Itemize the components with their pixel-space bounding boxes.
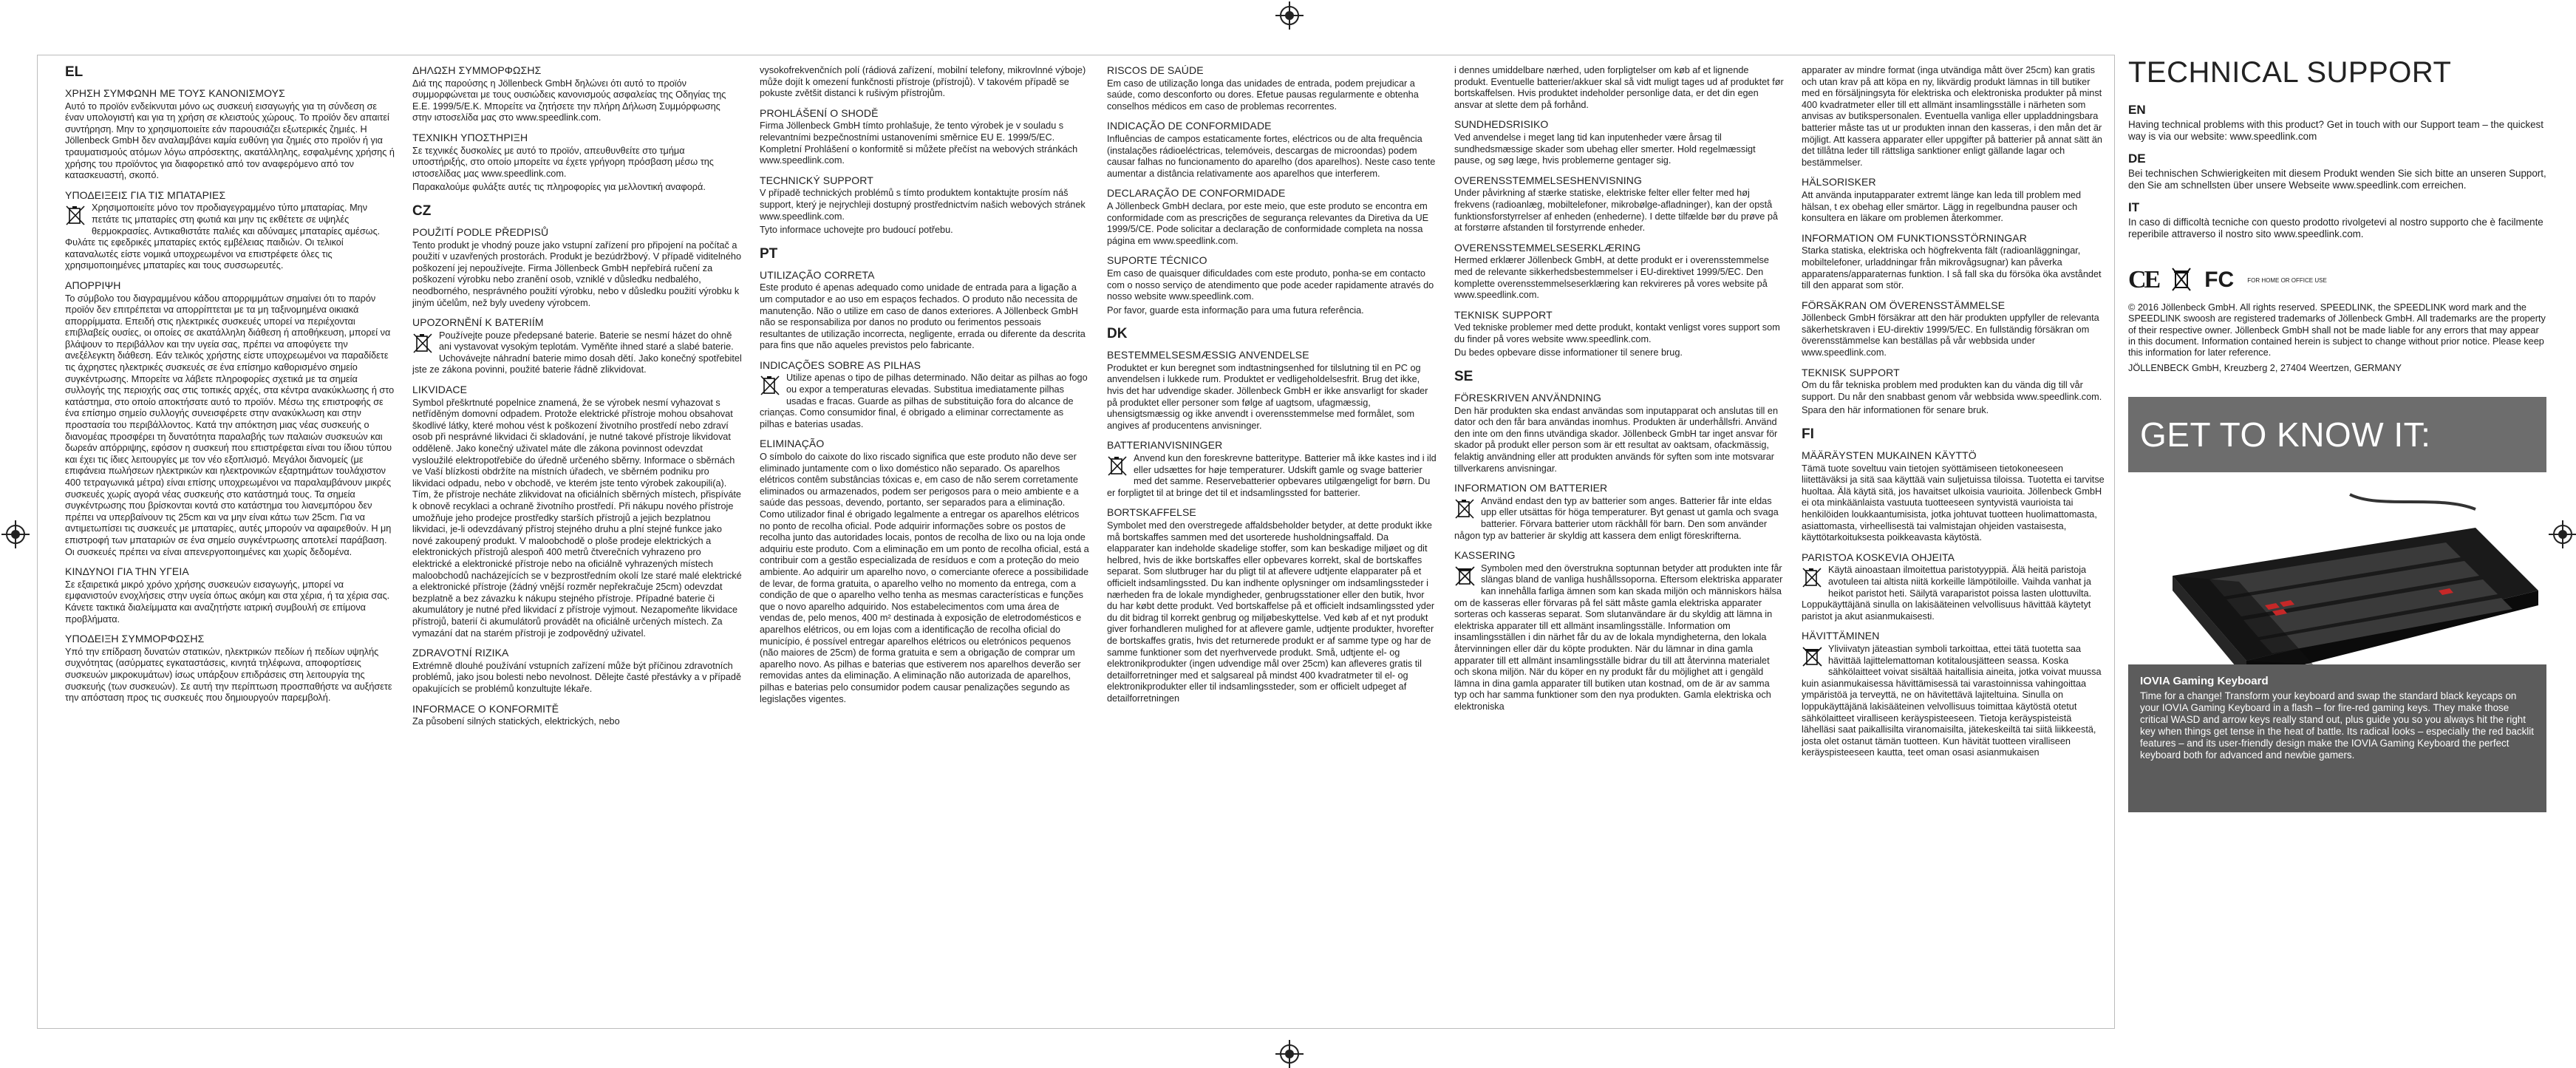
support-text: Bei technischen Schwierigkeiten mit diesem Produkt wenden Sie sich bitte an unseren Support, den Sie am schnellsten über unsere Webseite www.speedlink.com erreichen. [2128, 168, 2546, 191]
section-paragraph: Spara den här informationen för senare bruk. [1802, 405, 1989, 416]
support-text: Having technical problems with this product? Get in touch with our Support team – the quickest way is via our website: www.speedlink.com [2128, 119, 2543, 142]
section-heading: SUNDHEDSRISIKO [1454, 118, 1549, 131]
section-paragraph: Symbolen med den överstrukna soptunnan betyder att produkten inte får slängas bland de vanliga hushållssoporna. Eftersom elektriska apparater kan innehålla farliga ämnen som kan skada miljön och människors hälsa om de kasseras eller förvaras på fel sätt måste gamla elektriska apparater sorteras och kasseras separat. Som slutanvändare är du skyldig att lämna in elektriska apparater till ett allmänt insamlingsställe. Information om insamlingsställen i din närhet får du av de lokala myndigheterna, den lokala återvinningen eller där du köpte produkten. När du lämnar in dina gamla apparater till ett allmänt insamlingsställe bidrar du till att återvinna materialet och skona miljön. När du köper en ny produkt får du möjlighet att i gengäld lämna in dina gamla apparater till butiken utan kostnad, om de är av samma typ och har samma funktioner som den nya produkten. Gamla elektriska och elektroniska [1454, 562, 1783, 712]
language-code: EL [65, 65, 84, 80]
technical-support-panel [2128, 55, 2546, 1027]
fcc-mark-icon: FC [2204, 268, 2235, 292]
section-paragraph: Om du får tekniska problem med produkten kan du vända dig till vår support. Du når den snabbast genom vår webbsida www.speedlink.com. [1802, 380, 2102, 402]
section-paragraph: V případě technických problémů s tímto produktem kontaktujte prosím náš support, který je nejrychleji dostupný prostřednictvím našich webových stránek www.speedlink.com. [760, 188, 1086, 222]
registration-mark-top [1280, 6, 1299, 25]
product-illustration [2128, 472, 2546, 812]
section-heading: HÄLSORISKER [1802, 176, 1876, 188]
column-2 [412, 65, 742, 1019]
support-entry-en [2128, 103, 2546, 143]
section-paragraph: Χρησιμοποιείτε μόνο τον προδιαγεγραμμένο τύπο μπαταρίας. Μην πετάτε τις μπαταρίες στη φωτιά και μην τις εκθέτετε σε υψηλές θερμοκρασίες. Αντικαθιστάτε παλιές και αδύναμες μπαταρίες αμέσως. Φυλάτε τις εφεδρικές μπαταρίες εκτός εμβέλειας παιδιών. Οι τελικοί καταναλωτές είστε νομικά υποχρεωμένοι να επιστρέφετε όλες τις χρησιμοποιημένες μπαταρίες και τους συσσωρευτές. [65, 203, 381, 271]
section-paragraph: Tämä tuote soveltuu vain tietojen syöttämiseen tietokoneeseen liitettäväksi ja sitä saa käyttää vain suljetuissa tiloissa. Tuotetta ei tarvitse huoltaa. Älä käytä sitä, jos havaitset ulkoisia vaurioita. Jöllenbeck GmbH ei ota minkäänlaista vastuuta tuotteeseen syntyvistä vaurioista tai henkilöiden loukkaantumisista, jotka johtuvat tuotteen huolimattomasta, asiattomasta, virheellisestä tai valmistajan ohjeiden vastaisesta, käyttötarkoituksesta poikkeavasta käytöstä. [1802, 463, 2105, 543]
support-entry-de [2128, 152, 2546, 191]
column-4 [1107, 65, 1437, 1019]
section-heading: TEKNISK SUPPORT [1454, 308, 1553, 321]
section-heading: ΚΙΝΔΥΝΟΙ ΓΙΑ ΤΗΝ ΥΓΕΙΑ [65, 565, 189, 578]
section-paragraph: Este produto é apenas adequado como unidade de entrada para a ligação a um computador e ao uso em espaços fechados. O produto não necessita de manutenção. Não o utilize em caso de danos exteriores. A Jöllenbeck GmbH não se responsabiliza por danos no produto ou ferimentos pessoais resultantes de utilização incorrecta, negligente, errada ou diferente da descrita para fins que não aqueles previstos pelo fabricante. [760, 282, 1086, 351]
section-paragraph: Ved anvendelse i meget lang tid kan inputenheder være årsag til sundhedsmæssige skader som ubehag eller smerter. Hold regelmæssigt pause, og søg læge, hvis problemerne gentager sig. [1454, 132, 1756, 166]
section-paragraph: Influências de campos estaticamente fortes, eléctricos ou de alta frequência (instalações rádioeléctricas, telemóveis, descargas de microondas) podem causar falhas no funcionamento do aparelho (dos aparelhos). Neste caso tente aumentar a distância relativamente aos aparelhos que interferem. [1107, 133, 1436, 179]
section-paragraph: Em caso de quaisquer dificuldades com este produto, ponha-se em contacto com o nosso serviço de atendimento que pode aceder rapidamente através do nosso website www.speedlink.com. [1107, 268, 1434, 302]
section-paragraph: Por favor, guarde esta informação para uma futura referência. [1107, 305, 1364, 316]
column-1 [65, 65, 395, 1019]
section-heading: ΑΠΟΡΡΙΨΗ [65, 279, 121, 291]
section-paragraph: Διά της παρούσης η Jöllenbeck GmbH δηλώνει ότι αυτό το προϊόν συμμορφώνεται με τους ουσιώδεις κανονισμούς ασφαλείας της Οδηγίας της Ε.Ε. 1999/5/Ε.Κ. Μπορείτε να ζητήσετε την πλήρη Δήλωση Συμμόρφωσης στην ιστοσελίδα μας στο www.speedlink.com. [412, 78, 726, 123]
section-heading: ΤΕΧΝΙΚΗ ΥΠΟΣΤΗΡΙΞΗ [412, 131, 528, 143]
section-heading: FÖRSÄKRAN OM ÖVERENSSTÄMMELSE [1802, 299, 2006, 311]
section-heading: LIKVIDACE [412, 384, 468, 396]
section-heading: TECHNICKÝ SUPPORT [760, 174, 873, 186]
section-paragraph: Υπό την επίδραση δυνατών στατικών, ηλεκτρικών πεδίων ή πεδίων υψηλής συχνότητας (ασύρματες εγκαταστάσεις, κινητά τηλέφωνα, αποφορτίσεις συσκευών μικροκυμάτων) ίσως υπάρξουν επιδράσεις στη λειτουργία της συσκευής (των συσκευών). Σε αυτή την περίπτωση προσπαθήστε να αυξήσετε την απόσταση προς τις συσκευές που δημιουργούν παρεμβολή. [65, 646, 392, 704]
section-paragraph: Utilize apenas o tipo de pilhas determinado. Não deitar as pilhas ao fogo ou expor a temperaturas elevadas. Substitua imediatamente pilhas usadas e fracas. Guarde as pilhas de substituição fora do alcance de crianças. Como consumidor final, é obrigado a eliminar correctamente as pilhas e baterias usadas. [760, 373, 1088, 429]
column-5 [1454, 65, 1784, 1019]
support-text: In caso di difficoltà tecniche con questo prodotto rivolgetevi al nostro supporto che è facilmente reperibile attraverso il nostro sito www.speedlink.com. [2128, 217, 2543, 239]
section-paragraph: Symbol přeškrtnuté popelnice znamená, že se výrobek nesmí vyhazovat s netříděným domovní odpadem. Protože elektrické přístroje mohou obsahovat škodlivé látky, které mohou vést k poškození životního prostředí nebo zdraví osob při nesprávné likvidaci či skladování, je nutné takové přístroje likvidovat odděleně. Jako konečný uživatel máte dle zákona povinnost odevzdat vysloužilé elektropotřebiče do úředně určeného sběrny. Informace o sběrnách ve Vaší blízkosti obdržíte na místních úřadech, ve sběrném podniku pro likvidaci odpadu, nebo v obchodě, ve kterém jste tento výrobek zakoupili(a). Tím, že přístroje necháte zlikvidovat na oficiálních sběrných místech, přispíváte k obnově recyklaci a ochraně životního prostředí. Při nákupu nového přístroje umožňuje jeho prodejce prostředky starších přístrojů a jejich bezplatnou likvidaci, je-li odevzdávaný přístroj stejného druhu a plní stejné funkce jako nové zakoupený produkt. V maloobchodě o ploše prodeje elektrických a elektronických přístrojů alespoň 400 metrů čtverečních vyhrazeno pro elektrické a elektronické přístroje nebo na oficiálně vyhrazených místech maloobchodů nacházejících se v bezprostředním okolí lze staré malé elektrické a elektronické přístroje (žádný vnější rozměr nepřekračuje 25cm) odevzdat bezplatně a bez závazku k nákupu stejného přístroje. Případné baterie či akumulátory je nutné před likvidací z přístroje vyjmout. Nezapomeňte likvidace přístrojů, baterií či akumulátorů provádět na oficiálně určených místech. Za vymazání dat na starém přístroji je zodpovědný uživatel. [412, 397, 742, 639]
section-heading: BESTEMMELSESMÆSSIG ANVENDELSE [1107, 349, 1309, 361]
section-heading: SUPORTE TÉCNICO [1107, 254, 1207, 267]
column-6 [1802, 65, 2105, 1019]
certification-logos [2128, 265, 2546, 295]
copyright-text: © 2016 Jöllenbeck GmbH. All rights reserved. SPEEDLINK, the SPEEDLINK word mark and the SPEEDLINK swoosh are registered trademarks of Jöllenbeck GmbH. All trademarks are the property of their respective owner. Jöllenbeck GmbH shall not be made liable for any errors that may appear in this document. Information contained herein is subject to change without prior notice. Please keep this information for later reference. [2128, 302, 2546, 358]
section-paragraph: O símbolo do caixote do lixo riscado significa que este produto não deve ser eliminado juntamente com o lixo doméstico não separado. Os aparelhos elétricos contêm substâncias tóxicas e, em caso de não serem corretamente eliminados ou armazenados, podem ser perigosos para o meio ambiente e a saúde das pessoas, devendo, portanto, ser separados para a eliminação. Como utilizador final é obrigado legalmente a entregar os aparelhos elétricos no ponto de recolha oficial. Pode adquirir informações sobre os postos de recolha junto das autoridades locais, pontos de recolha de lixo ou na loja onde adquiriu este produto. Com a eliminação em um ponto de recolha oficial, está a contribuir com a gestão especializada de resíduos e com a proteção do meio ambiente. Ao adquirir um aparelho novo, o comerciante oferece a possibilidade de levar, de forma gratuita, o aparelho velho no momento da entrega, com a condição de que o aparelho velho tenha as mesmas características e funções que o novo aparelho adquirido. Nos estabelecimentos com uma área de vendas de, pelo menos, 400 m² destinada à exposição de eletrodomésticos e aparelhos elétricos, ou em lojas com a identificação de recolha oficial do município, é possível entregar aparelhos elétricos ou eletrónicos pequenos (não maiores de 25cm) de forma gratuita e sem a obrigação de comprar um aparelho novo. As pilhas e baterias que estiverem nos aparelhos deverão ser removidas antes da eliminação. A eliminação não autorizada de aparelhos, pilhas e baterias pelo consumidor podem causar penalizações segundo as legislações vigentes. [760, 452, 1089, 704]
battery-icon [65, 204, 87, 226]
ce-mark-icon: CE [2128, 266, 2159, 293]
section-heading: ΥΠΟΔΕΙΞΗ ΣΥΜΜΟΡΦΩΣΗΣ [65, 633, 205, 645]
support-lang: IT [2128, 200, 2140, 214]
section-heading: ELIMINAÇÃO [760, 438, 825, 450]
fcc-label: FOR HOME OR OFFICE USE [2247, 276, 2327, 284]
section-paragraph: Symbolet med den overstregede affaldsbeholder betyder, at dette produkt ikke må bortskaffes sammen med det usorterede husholdningsaffald. Da elapparater kan indeholde skadelige stoffer, som kan beskadige miljøet og dit helbred, hvis de ikke bortskaffes eller opbevares korrekt, skal de bortskaffes separat. Som slutbruger har du pligt til at aflevere udtjente elapparater på et officielt indsamlingssted. Du kan indhente oplysninger om indsamlingssteder i nærheden fra de lokale myndigheder, genbrugsstationer eller den butik, hvor du har købt dette produkt. Ved bortskaffelse på et officielt indsamlingssted yder du dit bidrag til korrekt genbrug og miljøbeskyttelse. Ved køb af et nyt produkt giver forhandleren mulighed for at aflevere gamle, udtjente produkter, hvorefter de bortskaffes gratis, hvis det returnerede produkt er af samme type og har de samme funktioner som det nyerhvervede produkt. Små, udtjente el- og elektronikprodukter (ingen udvendige mål over 25cm) kan afleveres gratis til detailforretninger med et salgsareal på mindst 400 kvadratmeter til el- og elektronikprodukter eller til indsamlingssteder, som er officielt udpeget af detailforretningen [1107, 520, 1435, 704]
section-paragraph: i dennes umiddelbare nærhed, uden forpligtelser om køb af et lignende produkt. Eventuelle batterier/akkuer skal så vidt muligt tages ud af produktet før bortskaffelsen. Hvis produktet indeholder personlige data, er det din egen ansvar at slette dem på forhånd. [1454, 65, 1784, 110]
section-paragraph: Den här produkten ska endast användas som inputapparat och anslutas till en dator och den får bara användas inomhus. Produkten är underhållsfri. Använd den inte om den finns utvändiga skador. Jöllenbeck GmbH tar inget ansvar för skador på produkt eller person som är ett resultat av oaktsam, ofackmässig, felaktig användning eller att produkten används för syften som inte motsvarar tillverkarens anvisningar. [1454, 405, 1778, 474]
section-heading: UPOZORNĚNÍ K BATERIÍM [412, 316, 544, 329]
section-heading: ΥΠΟΔΕΙΞΕΙΣ ΓΙΑ ΤΙΣ ΜΠΑΤΑΡΙΕΣ [65, 188, 226, 201]
support-entry-it [2128, 200, 2546, 240]
language-code: FI [1802, 426, 1814, 443]
registration-mark-left [6, 525, 25, 544]
section-heading: HÄVITTÄMINEN [1802, 630, 1880, 642]
section-heading: KASSERING [1454, 549, 1516, 562]
section-heading: DECLARAÇÃO DE CONFORMIDADE [1107, 187, 1286, 200]
section-heading: TEKNISK SUPPORT [1802, 366, 1900, 378]
weee-bin-icon [2172, 268, 2191, 293]
section-paragraph: Under påvirkning af stærke statiske, elektriske felter eller felter med høj frekvens (radioanlæg, mobiltelefoner, mikrobølge-afladninger), kan der opstå funktionsforstyrrelser af enheden (enhederne). I dette tilfælde bør du prøve på at forstørre afstanden til forstyrrende enheder. [1454, 188, 1778, 234]
section-paragraph: Produktet er kun beregnet som indtastningsenhed for tilslutning til en PC og anvendelsen i lukkede rum. Produktet er vedligeholdelsesfrit. Brug det ikke, hvis det har udvendige skader. Jöllenbeck GmbH er ikke ansvarligt for skader på produktet eller personer som følge af uagtsom, ufagmæssig, uhensigtsmæssig og ikke anvendt i overensstemmelse med formålet, som angives af producentens anvisninger. [1107, 362, 1428, 431]
section-paragraph: Käytä ainoastaan ilmoitettua paristotyyppiä. Älä heitä paristoja avotuleen tai altista niitä korkeille lämpötiloille. Vaihda vanhat ja heikot paristot heti. Säilytä varaparistot poissa lasten ulottuvilta. Loppukäyttäjänä sinulla on lakisääteinen velvollisuus hävittää käytetyt paristot ja akut asianmukaisesti. [1802, 565, 2092, 622]
section-paragraph: Αυτό το προϊόν ενδείκνυται μόνο ως συσκευή εισαγωγής για τη σύνδεση σε έναν υπολογιστή και για τη χρήση σε κλειστούς χώρους. Το προϊόν δεν απαιτεί συντήρηση. Μην το χρησιμοποιείτε εάν παρουσιάζει εξωτερικές ζημιές. Η Jöllenbeck GmbH δεν αναλαμβάνει καμία ευθύνη για ζημιές στο προϊόν ή για τραυματισμούς ατόμων λόγω απρόσεκτης, ακατάλληλης, εσφαλμένης χρήσης ή χρήσης του προϊόντος για διαφορετικό από τον αναφερόμενο από τον κατασκευαστή, σκοπό. [65, 101, 395, 181]
column-3 [760, 65, 1089, 1019]
section-paragraph: Starka statiska, elektriska och högfrekventa fält (radioanläggningar, mobiltelefoner, urladdningar från mikrovågsugnar) kan påverka apparatens/apparaternas funktion. I så fall ska du försöka öka avståndet till den apparat som stör. [1802, 245, 2102, 291]
bin-icon [1802, 645, 1824, 667]
section-paragraph: Ved tekniske problemer med dette produkt, kontakt venligst vores support som du finder på vores website www.speedlink.com. [1454, 322, 1780, 344]
section-heading: BATTERIANVISNINGER [1107, 439, 1223, 452]
language-code: SE [1454, 369, 1473, 385]
section-paragraph: Yliviivatyn jäteastian symboli tarkoittaa, ettei tätä tuotetta saa hävittää lajittelemattoman kotitalousjätteen seassa. Koska sähkölaitteet voivat sisältää haitallisia aineita, jotka voivat muussa kuin asianmukaisessa hävittämisessä tai varastoinnissa vahingoittaa ympäristöä ja terveyttä, ne on hävitettävä lajiteltuina. Sinulla on loppukäyttäjänä lakisääteinen velvollisuus toimittaa käytöstä otetut sähkölaitteet viralliseen keräyspisteeseen. Tietoja keräyspisteistä lähelläsi saat paikallisilta viranomaisilta, jätekeskeiltä tai siitä liikkeestä, josta olet ostanut tämän tuotteen. Kun hävität tuotteen viralliseen keräyspisteeseen kautta, teet oman osasi asianmukaisen [1802, 643, 2102, 758]
section-heading: ΧΡΗΣΗ ΣΥΜΦΩΝΗ ΜΕ ΤΟΥΣ ΚΑΝΟΝΙΣΜΟΥΣ [65, 87, 285, 99]
section-paragraph: Du bedes opbevare disse informationer til senere brug. [1454, 347, 1683, 358]
section-heading: OVERENSSTEMMELSESHENVISNING [1454, 174, 1642, 186]
section-paragraph: Το σύμβολο του διαγραμμένου κάδου απορριμμάτων σημαίνει ότι το παρόν προϊόν δεν επιτρέπεται να απορρίπτεται με τα μη ταξινομημένα οικιακά απορρίμματα. Επειδή στις ηλεκτρικές συσκευές υπορεί να περιέχονται επιβλαβείς ουσίες, οι οποίες σε ακατάλληλη διάθεση ή αποθήκευση, μπορεί να βλάψουν το περιβάλλον και την υγεία σας, πρέπει να αποφύγετε την ανεξέλεγκτη διάθεση. Εάν τελικός χρήστης είστε υποχρεωμένοι να παραδίδετε τις άχρηστες ηλεκτρικές συσκευές σε ένα επίσημο καθορισμένο σημείο συγκέντρωσης. Μπορείτε να λάβετε πληροφορίες σχετικά με τα σημεία συλλογής της περιοχής σας στις τοπικές αρχές, στα κέντρα ανακύκλωσης ή στο κατάστημα, στο οποίο αποκτήσατε αυτό το προϊόν. Μέσω της επιστροφής σε ένα επίσημο σημείο συλλογής συνεισφέρετε στην ανακύκλωση και στην προστασία του περιβάλλοντος. Κατά την απόκτηση μιας νέας συσκευής ο διανομέας προσφέρει τη δυνατότητα παραλαβής των παλαιών συσκευών και δωρεάν απόρριψης, εφόσον η συσκευή που επιστρέφεται είναι του ίδιου τύπου και έχει τις ίδιες λειτουργίες με τον νέο εξοπλισμό. Μεγάλοι διανομείς (με επιφάνεια πωλήσεων ηλεκτρικών και ηλεκτρονικών εξαρτημάτων τουλάχιστον 400 τετραγωνικά μέτρα) είναι επίσης υποχρεωμένοι να παραλαμβάνουν μικρές συσκευές χωρίς αγορά νέας συσκευής στο κατάστημά τους. Τα σημεία συγκέντρωσης που βρίσκονται κοντά στο κατάστημα του λιανεμπόρου δεν πρέπει να υπερβαίνουν τις 25cm και να μην είναι κάτω των 25cm. Για να αντιμετωπίσει τις συσκευές με μπαταρίες, αυτές μπορούν να αφαιρεθούν. Η μη επιστροφή των μπαταριών σε ένα σημείο συγκέντρωσης αποτελεί παράβαση. Οι συσκευές πρέπει να είναι απενεργοποιημένες και χωρίς δεδομένα. [65, 293, 395, 557]
get-to-know-it-band: GET TO KNOW IT: [2128, 397, 2546, 472]
section-heading: INDICAÇÕES SOBRE AS PILHAS [760, 358, 921, 371]
language-code: CZ [412, 203, 432, 219]
section-paragraph: Anvend kun den foreskrevne batteritype. Batterier må ikke kastes ind i ild eller udsættes for høje temperaturer. Udskift gamle og svage batterier med det samme. Reservebatterier opbevares utilgængeligt for børn. Du er forpligtet til at bringe det til et indsamlingssted for batterier. [1107, 453, 1437, 498]
section-heading: PARISTOA KOSKEVIA OHJEITA [1802, 551, 1955, 563]
section-paragraph: Firma Jöllenbeck GmbH tímto prohlašuje, že tento výrobek je v souladu s relevantními bezpečnostními ustanoveními směrnice EU E. 1999/5/EC. Kompletní Prohlášení o konformitě si můžete přečíst na webových stránkách www.speedlink.com. [760, 120, 1078, 166]
section-paragraph: Att använda inputapparater extremt länge kan leda till problem med hälsan, t ex obehag eller smärtor. Lägg in regelbundna pauser och konsultera en läkare om problemen återkommer. [1802, 189, 2082, 224]
section-paragraph: Za působení silných statických, elektrických, nebo [412, 716, 620, 727]
section-heading: UTILIZAÇÃO CORRETA [760, 268, 875, 281]
section-paragraph: Hermed erklærer Jöllenbeck GmbH, at dette produkt er i overensstemmelse med de relevante sikkerhedsbestemmelser i EU-direktivet 1999/5/EC. Den komplette overensstemmelseserklæring kan rekvireres på vores website på www.speedlink.com. [1454, 255, 1769, 301]
section-paragraph: Använd endast den typ av batterier som anges. Batterier får inte eldas upp eller utsättas för höga temperaturer. Byt genast ut gamla och svaga batterier. Förvara batterier utom räckhåll för barn. Den som använder någon typ av batterier är skyldig att kassera dem enligt föreskrifterna. [1454, 495, 1779, 541]
registration-mark-right [2553, 525, 2572, 544]
section-paragraph: Παρακαλούμε φυλάξτε αυτές τις πληροφορίες για μελλοντική αναφορά. [412, 182, 706, 193]
section-heading: MÄÄRÄYSTEN MUKAINEN KÄYTTÖ [1802, 449, 1977, 462]
battery-icon [760, 374, 782, 396]
section-heading: POUŽITÍ PODLE PŘEDPISŮ [412, 225, 549, 238]
section-heading: ΔΗΛΩΣΗ ΣΥΜΜΟΡΦΩΣΗΣ [412, 65, 542, 76]
bin-icon [1454, 565, 1476, 587]
section-heading: INDICAÇÃO DE CONFORMIDADE [1107, 120, 1272, 132]
promo-text: Time for a change! Transform your keyboard and swap the standard black keycaps on your IOVIA Gaming Keyboard in a flash – for fire-red gaming keys. They make those critical WASD and arrow keys really stand out, plus guide you so you always hit the right key when things get tense in the heat of battle. Its radical looks – especially the red backlit features – and its user-friendly design make the IOVIA Gaming Keyboard the perfect keyboard both for advanced and newbie gamers. [2140, 690, 2534, 761]
section-paragraph: A Jöllenbeck GmbH declara, por este meio, que este produto se encontra em conformidade com as prescrições de segurança relevantes da Diretiva da UE 1999/5/CE. Pode solicitar a declaração de conformidade completa na nossa página em www.speedlink.com. [1107, 200, 1429, 246]
section-heading: PROHLÁŠENÍ O SHODĚ [760, 106, 879, 119]
section-paragraph: Tyto informace uchovejte pro budoucí potřebu. [760, 225, 953, 236]
section-heading: BORTSKAFFELSE [1107, 506, 1196, 519]
section-paragraph: Jöllenbeck GmbH försäkrar att den här produkten uppfyller de relevanta säkerhetskraven i EU-direktiv 1999/5/EC. En fullständig försäkran om överensstämmelse kan beställas på vår webbsida under www.speedlink.com. [1802, 313, 2099, 358]
section-paragraph: Σε εξαιρετικά μικρό χρόνο χρήσης συσκευών εισαγωγής, μπορεί να εμφανιστούν ενοχλήσεις στην υγεία όπως ακόμη και στα χέρια, ή τα χέρια σας. Κάνετε τακτικά διαλείμματα και αναζητήστε ιατρική συμβουλή σε επίμονα προβλήματα. [65, 579, 390, 625]
section-paragraph: Tento produkt je vhodný pouze jako vstupní zařízení pro připojení na počítač a použití v uzavřených prostorách. Produkt je bezúdržbový. V případě viditelného poškození jej nepoužívejte. Firma Jöllenbeck GmbH nepřebírá ručení za poškození výrobku nebo zranění osob, vzniklé v důsledku nedbalého, neodborného, nesprávného použití výrobku, nebo v důsledku použití výrobku k jiným účelům, než byly uvedeny výrobcem. [412, 239, 742, 308]
technical-support-title: TECHNICAL SUPPORT [2128, 56, 2452, 89]
language-code: PT [760, 245, 778, 262]
battery-icon [1107, 455, 1129, 477]
product-promo [2128, 664, 2546, 812]
promo-title: IOVIA Gaming Keyboard [2140, 674, 2269, 687]
section-paragraph: vysokofrekvenčních polí (rádiová zařízení, mobilní telefony, mikrovlnné výboje) může dojít k omezení funkčnosti přístroje (přístrojů). V takovém případě se pokuste zvětšit distanci k rušivým přístrojům. [760, 65, 1086, 99]
battery-icon [1454, 497, 1476, 520]
section-heading: ZDRAVOTNÍ RIZIKA [412, 647, 509, 659]
company-address: JÖLLENBECK GmbH, Kreuzberg 2, 27404 Weertzen, GERMANY [2128, 363, 2402, 374]
support-lang: DE [2128, 152, 2146, 166]
language-code: DK [1107, 326, 1128, 342]
section-paragraph: apparater av mindre format (inga utvändiga mått över 25cm) kan gratis och utan krav på att köpa en ny, likvärdig produkt lämnas in till butiker med en försäljningsyta för elektriska och elektroniska produkter på minst 400 kvadratmeter eller till ett allmänt insamlingsställe i närheten som anvisas av butikspersonalen. Eventuella vanliga eller uppladdningsbara batterier måste tas ut ur produkten innan den kasseras, i den mån det är möjligt. Att kassera apparater eller uppgifter på batterier på annat sätt än det tillåtna leder till rättsliga sanktioner enligt gällande lagar och bestämmelser. [1802, 65, 2102, 168]
battery-icon [1802, 566, 1824, 588]
section-heading: FÖRESKRIVEN ANVÄNDNING [1454, 392, 1602, 404]
section-heading: RISCOS DE SAÚDE [1107, 65, 1204, 76]
section-heading: OVERENSSTEMMELSESERKLÆRING [1454, 241, 1641, 254]
section-heading: INFORMATION OM BATTERIER [1454, 482, 1608, 494]
registration-mark-bottom [1280, 1044, 1299, 1064]
section-paragraph: Používejte pouze předepsané baterie. Baterie se nesmí házet do ohně ani vystavovat vysokým teplotám. Vyměňte ihned staré a slabé baterie. Uchovávejte náhradní baterie mimo dosah dětí. Jako konečný spotřebitel jste ze zákona povinni, použité baterie řádně zlikvidovat. [412, 330, 742, 375]
section-paragraph: Σε τεχνικές δυσκολίες με αυτό το προϊόν, απευθυνθείτε στο τμήμα υποστήριξής, στο οποίο μπορείτε να έχετε γρήγορη πρόσβαση μέσω της ιστοσελίδας μας www.speedlink.com. [412, 145, 714, 179]
battery-icon [412, 332, 435, 354]
section-heading: INFORMATION OM FUNKTIONSSTÖRNINGAR [1802, 231, 2027, 244]
section-paragraph: Extrémně dlouhé používání vstupních zařízení může být příčinou zdravotních problémů, jako jsou bolesti nebo nevolnost. Dělejte časté přestávky a v případě opakujících se problémů konzultujte lékaře. [412, 660, 742, 694]
support-lang: EN [2128, 103, 2146, 117]
section-paragraph: Em caso de utilização longa das unidades de entrada, podem prejudicar a saúde, como desconforto ou dores. Efetue pausas regularmente e obtenha conselhos médicos em caso de problemas recorrentes. [1107, 78, 1419, 112]
section-heading: INFORMACE O KONFORMITĚ [412, 702, 559, 715]
